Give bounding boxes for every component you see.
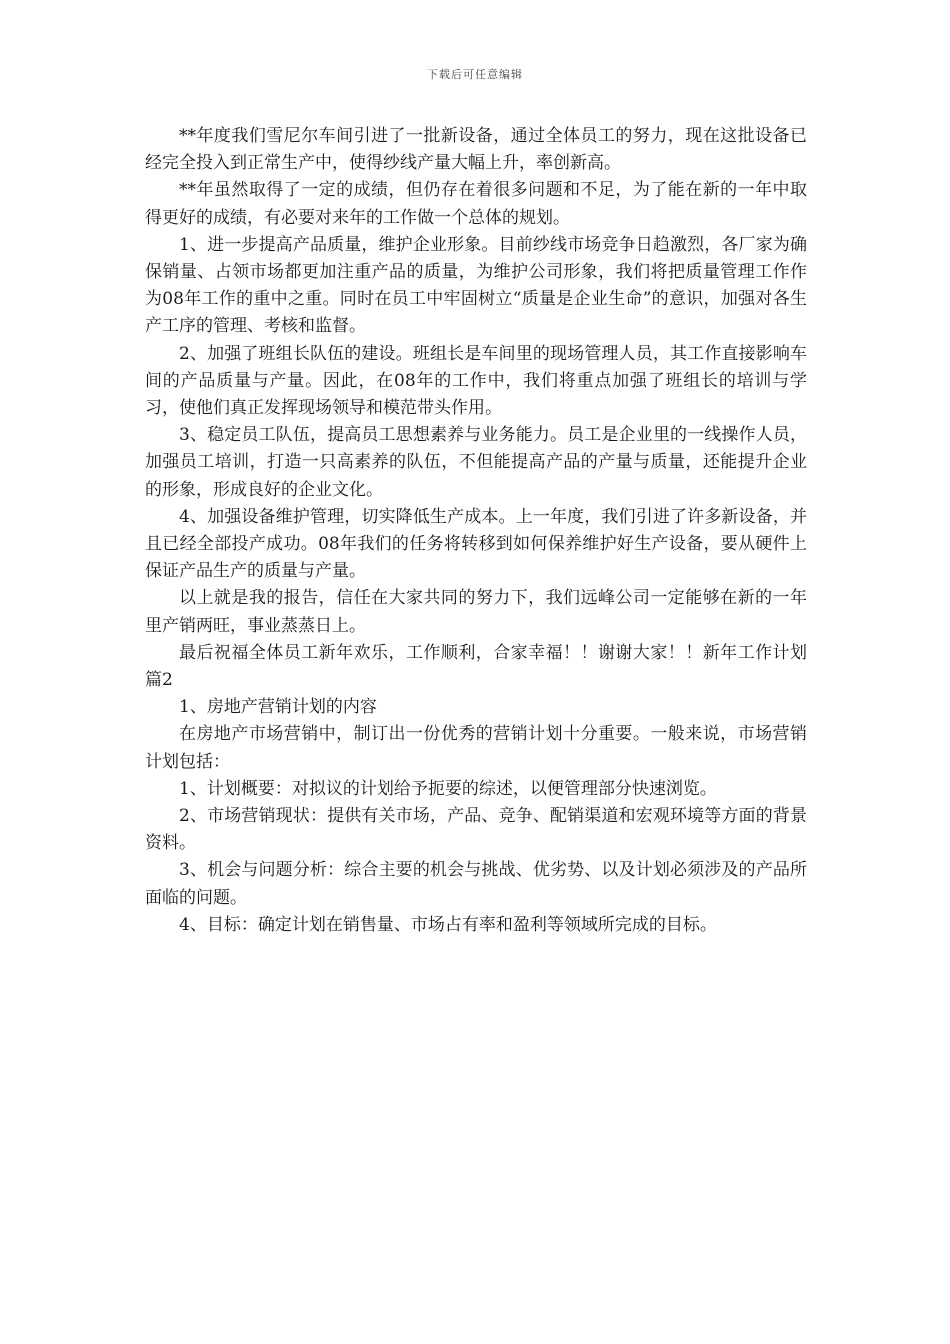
- paragraph-6: 4、加强设备维护管理，切实降低生产成本。上一年度，我们引进了许多新设备，并且已经全部投产成功。08年我们的任务将转移到如何保养维护好生产设备，要从硬件上保证产品生产的质量与产量。: [145, 506, 807, 582]
- page-header: 下载后可任意编辑: [427, 68, 523, 81]
- paragraph-4: 2、加强了班组长队伍的建设。班组长是车间里的现场管理人员，其工作直接影响车间的产品质量与产量。因此，在08年的工作中，我们将重点加强了班组长的培训与学习，使他们真正发挥现场领导和模范带头作用。: [145, 343, 807, 419]
- document-body: [145, 123, 807, 939]
- paragraph-13: 3、机会与问题分析：综合主要的机会与挑战、优劣势、以及计划必须涉及的产品所面临的问题。: [145, 860, 807, 908]
- paragraph-1: **年度我们雪尼尔车间引进了一批新设备，通过全体员工的努力，现在这批设备已经完全投入到正常生产中，使得纱线产量大幅上升，率创新高。: [145, 126, 807, 174]
- paragraph-5: 3、稳定员工队伍，提高员工思想素养与业务能力。员工是企业里的一线操作人员，加强员工培训，打造一只高素养的队伍，不但能提高产品的产量与质量，还能提升企业的形象，形成良好的企业文化。: [145, 425, 807, 500]
- paragraph-12: 2、市场营销现状：提供有关市场，产品、竞争、配销渠道和宏观环境等方面的背景资料。: [145, 806, 807, 854]
- paragraph-14: 4、目标：确定计划在销售量、市场占有率和盈利等领域所完成的目标。: [179, 914, 717, 935]
- paragraph-10: 在房地产市场营销中，制订出一份优秀的营销计划十分重要。一般来说，市场营销计划包括：: [145, 724, 807, 772]
- paragraph-8: 最后祝福全体员工新年欢乐，工作顺利，合家幸福！！谢谢大家！！新年工作计划 篇2: [145, 642, 807, 691]
- paragraph-11: 1、计划概要：对拟议的计划给予扼要的综述，以便管理部分快速浏览。: [179, 778, 717, 799]
- paragraph-2: **年虽然取得了一定的成绩，但仍存在着很多问题和不足，为了能在新的一年中取得更好的成绩，有必要对来年的工作做一个总体的规划。: [145, 180, 807, 228]
- paragraph-7: 以上就是我的报告，信任在大家共同的努力下，我们远峰公司一定能够在新的一年里产销两旺，事业蒸蒸日上。: [145, 588, 807, 636]
- paragraph-9: 1、房地产营销计划的内容: [179, 697, 377, 718]
- paragraph-3: 1、进一步提高产品质量，维护企业形象。目前纱线市场竞争日趋激烈，各厂家为确保销量、占领市场都更加注重产品的质量，为维护公司形象，我们将把质量管理工作作为08年工作的重中之重。同时在员工中牢固树立“质量是企业生命”的意识，加强对各生产工序的管理、考核和监督。: [145, 234, 807, 337]
